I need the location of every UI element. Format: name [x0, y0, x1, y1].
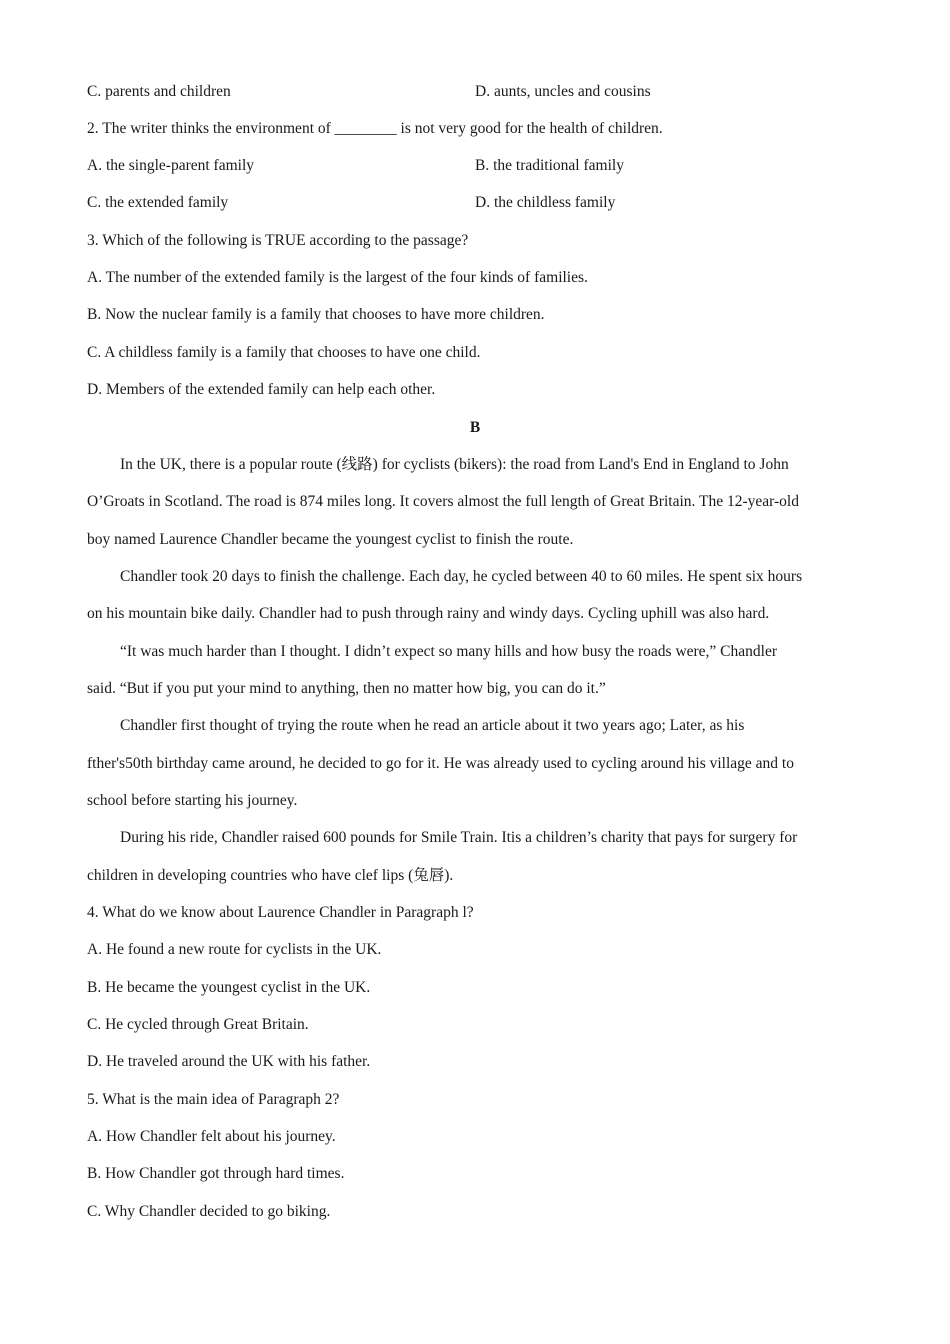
passage-paragraph-1-line-1: In the UK, there is a popular route (线路) for cyclists (bikers): the road from Land's End in England to John	[120, 456, 789, 473]
q2-question: 2. The writer thinks the environment of ________ is not very good for the health of children.	[87, 120, 663, 137]
q5-option-b: B. How Chandler got through hard times.	[87, 1165, 345, 1182]
q2-option-d: D. the childless family	[475, 194, 616, 211]
passage-paragraph-1-line-3: boy named Laurence Chandler became the youngest cyclist to finish the route.	[87, 531, 574, 548]
passage-paragraph-4-line-1: Chandler first thought of trying the route when he read an article about it two years ago; Later, as his	[120, 717, 745, 734]
q4-option-c: C. He cycled through Great Britain.	[87, 1016, 309, 1033]
q4-option-b: B. He became the youngest cyclist in the UK.	[87, 979, 371, 996]
q5-question: 5. What is the main idea of Paragraph 2?	[87, 1091, 340, 1108]
q3-option-d: D. Members of the extended family can help each other.	[87, 381, 436, 398]
passage-paragraph-4-line-3: school before starting his journey.	[87, 792, 298, 809]
q4-option-d: D. He traveled around the UK with his father.	[87, 1053, 371, 1070]
q1-option-c: C. parents and children	[87, 83, 231, 100]
passage-paragraph-4-line-2: fther's50th birthday came around, he decided to go for it. He was already used to cycling around his village and to	[87, 755, 794, 772]
q3-option-c: C. A childless family is a family that chooses to have one child.	[87, 344, 481, 361]
q3-question: 3. Which of the following is TRUE according to the passage?	[87, 232, 469, 249]
passage-paragraph-1-line-2: O’Groats in Scotland. The road is 874 miles long. It covers almost the full length of Great Britain. The 12-year-old	[87, 493, 799, 510]
q2-option-c: C. the extended family	[87, 194, 229, 211]
q1-option-d: D. aunts, uncles and cousins	[475, 83, 651, 100]
passage-paragraph-5-line-1: During his ride, Chandler raised 600 pounds for Smile Train. Itis a children’s charity that pays for surgery for	[120, 829, 798, 846]
passage-paragraph-2-line-1: Chandler took 20 days to finish the challenge. Each day, he cycled between 40 to 60 miles. He spent six hours	[120, 568, 803, 585]
q4-question: 4. What do we know about Laurence Chandler in Paragraph l?	[87, 904, 474, 921]
q4-option-a: A. He found a new route for cyclists in the UK.	[87, 941, 382, 958]
q2-option-b: B. the traditional family	[475, 157, 624, 174]
passage-paragraph-3-line-1: “It was much harder than I thought. I didn’t expect so many hills and how busy the roads were,” Chandler	[120, 643, 778, 660]
q5-option-c: C. Why Chandler decided to go biking.	[87, 1203, 331, 1220]
q5-option-a: A. How Chandler felt about his journey.	[87, 1128, 336, 1145]
passage-paragraph-3-line-2: said. “But if you put your mind to anything, then no matter how big, you can do it.”	[87, 680, 606, 697]
q3-option-a: A. The number of the extended family is the largest of the four kinds of families.	[87, 269, 588, 286]
passage-paragraph-2-line-2: on his mountain bike daily. Chandler had to push through rainy and windy days. Cycling uphill was also hard.	[87, 605, 770, 622]
q2-option-a: A. the single-parent family	[87, 157, 255, 174]
section-heading: B	[469, 419, 481, 436]
passage-paragraph-5-line-2: children in developing countries who have clef lips (兔唇).	[87, 867, 454, 884]
q3-option-b: B. Now the nuclear family is a family that chooses to have more children.	[87, 306, 545, 323]
